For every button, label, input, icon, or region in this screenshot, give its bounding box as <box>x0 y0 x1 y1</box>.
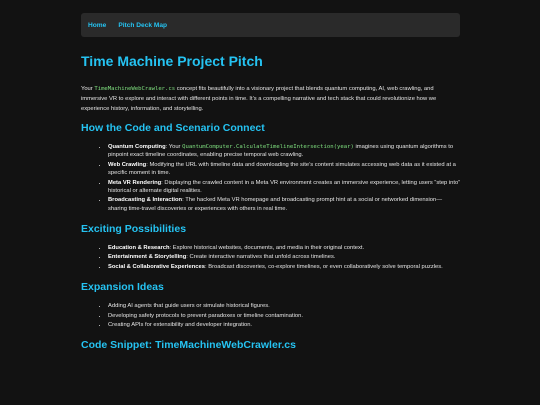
section-heading-code-snippet: Code Snippet: TimeMachineWebCrawler.cs <box>81 339 296 352</box>
list-item <box>108 196 461 213</box>
list-item-term: Quantum Computing <box>108 144 166 150</box>
code-scenario-list <box>81 143 461 213</box>
nav-link-pitch-deck-map[interactable]: Pitch Deck Map <box>118 21 168 29</box>
list-item-text: : Explore historical websites, documents, and media in their original context. <box>169 244 365 251</box>
list-item-term: Social & Collaborative Experiences <box>108 263 205 270</box>
list-item-text: imagines using quantum algorithms to pinpoint exact timeline coordinates, enabling precise temporal web crawling. <box>108 144 454 159</box>
intro-paragraph <box>81 84 461 114</box>
section-heading-expansion: Expansion Ideas <box>81 281 164 294</box>
intro-filename-code: TimeMachineWebCrawler.cs <box>94 86 176 92</box>
list-item <box>108 253 461 261</box>
list-item <box>108 179 461 196</box>
list-item: • Adding AI agents that guide users or simulate historical figures. <box>108 302 461 310</box>
list-item-text: : Modifying the URL with timeline data and downloading the site’s content simulates accessing web data as it existed at a specific moment in time. <box>108 161 456 177</box>
list-item-text: : The hacked Meta VR homepage and broadcasting prompt hint at a social or networked dimension—sharing time-travel discoveries or experiences with others in real time. <box>108 197 443 212</box>
list-item: • Developing safety protocols to prevent paradoxes or timeline contamination. <box>108 312 461 320</box>
list-item-text: : Create interactive narratives that unfold across timelines. <box>186 254 336 261</box>
list-item-text: : Displaying the crawled content in a Meta VR environment creates an immersive experience, letting users “step into” historical or alternate digital realities. <box>108 179 461 194</box>
list-item-term: Broadcasting & Interaction <box>108 197 183 204</box>
top-nav <box>81 13 460 37</box>
nav-link-home[interactable]: Home <box>88 21 107 29</box>
intro-text-before: Your <box>81 86 95 92</box>
list-item <box>108 143 461 160</box>
list-item <box>108 244 461 252</box>
list-item-text: : Your <box>165 144 183 150</box>
section-heading-possibilities: Exciting Possibilities <box>81 222 187 235</box>
list-item-text: : Broadcast discoveries, co-explore timelines, or even collaboratively solve temporal puzzles. <box>204 263 443 270</box>
list-item <box>108 263 461 271</box>
list-item <box>108 161 461 178</box>
intro-text-after: concept fits beautifully into a visionary project that blends quantum computing, AI, web crawling, and immersive VR to explore and interact with different points in time. It’s a compelling narrative and tech stack that could revolutionize how we experience history, information, and storytelling. <box>81 86 437 112</box>
list-item: • Creating APIs for extensibility and developer integration. <box>108 321 461 329</box>
list-item-term: Meta VR Rendering <box>108 179 162 186</box>
section-heading-code-scenario: How the Code and Scenario Connect <box>81 122 265 134</box>
list-item-term: Education & Research <box>108 244 170 251</box>
page-title: Time Machine Project Pitch <box>81 53 263 69</box>
main-content <box>81 52 461 360</box>
list-item-term: Web Crawling <box>108 161 147 168</box>
possibilities-list <box>81 244 461 271</box>
list-item-term: Entertainment & Storytelling <box>108 254 187 261</box>
expansion-list <box>81 302 461 329</box>
inline-code: QuantumComputer.CalculateTimelineIntersection(year) <box>182 144 354 150</box>
